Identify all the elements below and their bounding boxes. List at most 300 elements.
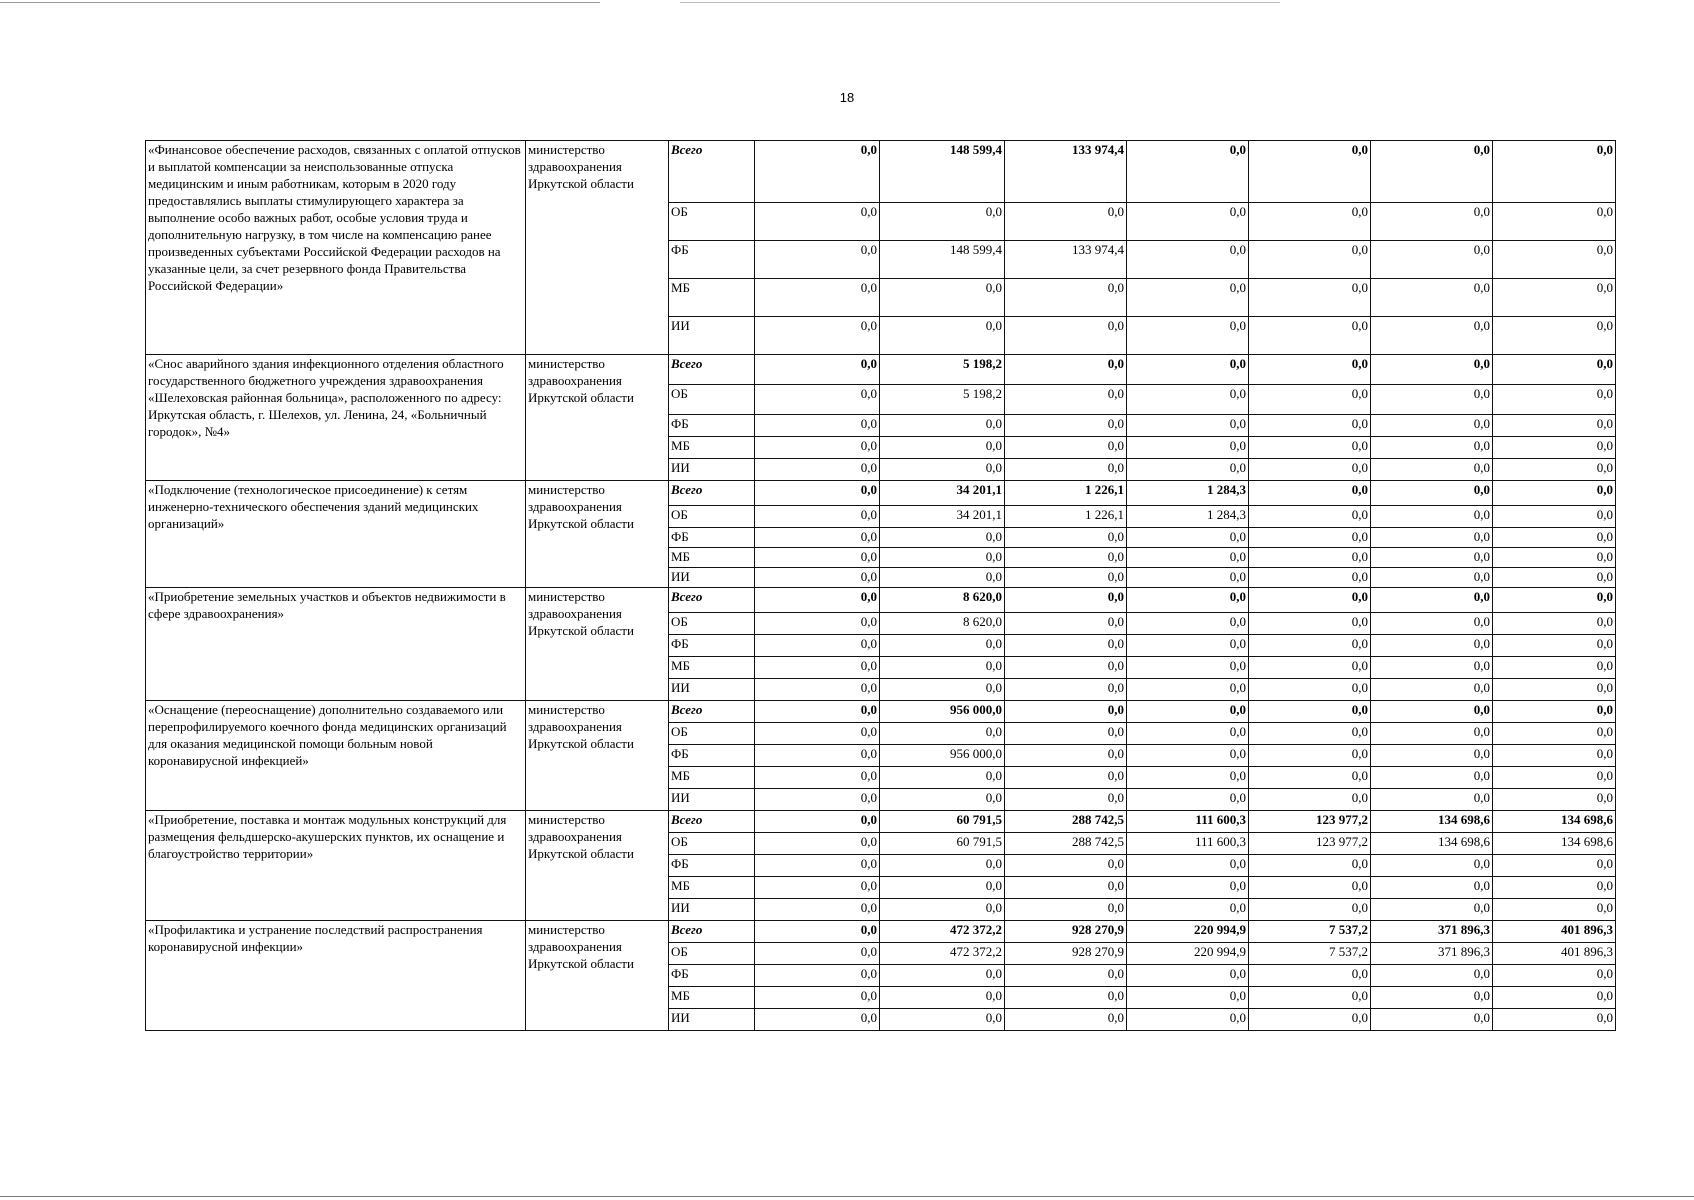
amount-cell: 928 270,9	[1005, 921, 1127, 943]
amount-cell: 0,0	[755, 767, 880, 789]
amount-cell: 0,0	[1249, 481, 1371, 506]
amount-cell: 0,0	[1127, 588, 1249, 613]
amount-cell: 0,0	[1371, 506, 1493, 528]
amount-cell: 0,0	[755, 415, 880, 437]
amount-cell: 0,0	[755, 241, 880, 279]
amount-cell: 0,0	[1005, 1009, 1127, 1031]
amount-cell: 0,0	[1127, 355, 1249, 385]
table-row	[146, 481, 1616, 506]
amount-cell: 0,0	[1493, 568, 1616, 588]
amount-cell: 134 698,6	[1371, 811, 1493, 833]
source-ii-label: ИИ	[669, 317, 755, 355]
amount-cell: 0,0	[755, 203, 880, 241]
responsible-executor: министерство здравоохранения Иркутской области	[526, 921, 669, 1031]
amount-cell: 0,0	[755, 701, 880, 723]
amount-cell: 0,0	[880, 548, 1005, 568]
amount-cell: 0,0	[1249, 588, 1371, 613]
amount-cell: 0,0	[1127, 789, 1249, 811]
amount-cell: 0,0	[1005, 987, 1127, 1009]
amount-cell: 0,0	[1249, 548, 1371, 568]
amount-cell: 0,0	[1249, 855, 1371, 877]
source-ob-label: ОБ	[669, 203, 755, 241]
amount-cell: 0,0	[1249, 355, 1371, 385]
amount-cell: 60 791,5	[880, 811, 1005, 833]
amount-cell: 0,0	[1493, 1009, 1616, 1031]
amount-cell: 134 698,6	[1493, 811, 1616, 833]
amount-cell: 0,0	[1005, 877, 1127, 899]
amount-cell: 220 994,9	[1127, 943, 1249, 965]
amount-cell: 0,0	[1127, 279, 1249, 317]
amount-cell: 0,0	[880, 657, 1005, 679]
amount-cell: 0,0	[1127, 317, 1249, 355]
amount-cell: 0,0	[1493, 279, 1616, 317]
amount-cell: 0,0	[1371, 745, 1493, 767]
amount-cell: 0,0	[755, 899, 880, 921]
table-row	[146, 141, 1616, 203]
measure-name: «Финансовое обеспечение расходов, связанных с оплатой отпусков и выплатой компенсации за неиспользованные отпуска медицинским и иным работникам, которым в 2020 году предоставлялись выплаты стимулирующего характера за выполнение особо важных работ, особые условия труда и дополнительную нагрузку, в том числе на компенсацию ранее произведенных субъектами Российской Федерации расходов на указанные цели, за счет резервного фонда Правительства Российской Федерации»	[146, 141, 526, 355]
amount-cell: 0,0	[1371, 203, 1493, 241]
amount-cell: 0,0	[755, 355, 880, 385]
amount-cell: 0,0	[880, 789, 1005, 811]
responsible-executor: министерство здравоохранения Иркутской области	[526, 588, 669, 701]
amount-cell: 0,0	[755, 635, 880, 657]
source-ii-label: ИИ	[669, 568, 755, 588]
amount-cell: 0,0	[755, 921, 880, 943]
amount-cell: 0,0	[1371, 789, 1493, 811]
amount-cell: 0,0	[1493, 613, 1616, 635]
source-fb-label: ФБ	[669, 635, 755, 657]
responsible-executor: министерство здравоохранения Иркутской области	[526, 141, 669, 355]
source-ii-label: ИИ	[669, 1009, 755, 1031]
amount-cell: 0,0	[755, 568, 880, 588]
amount-cell: 220 994,9	[1127, 921, 1249, 943]
amount-cell: 0,0	[880, 203, 1005, 241]
amount-cell: 0,0	[755, 141, 880, 203]
amount-cell: 0,0	[1005, 613, 1127, 635]
amount-cell: 0,0	[755, 965, 880, 987]
amount-cell: 0,0	[1005, 279, 1127, 317]
source-ob-label: ОБ	[669, 833, 755, 855]
amount-cell: 0,0	[1127, 203, 1249, 241]
amount-cell: 0,0	[1493, 548, 1616, 568]
amount-cell: 0,0	[1005, 528, 1127, 548]
amount-cell: 0,0	[1371, 385, 1493, 415]
amount-cell: 0,0	[880, 635, 1005, 657]
amount-cell: 0,0	[755, 437, 880, 459]
amount-cell: 0,0	[1005, 459, 1127, 481]
amount-cell: 0,0	[1249, 767, 1371, 789]
amount-cell: 0,0	[880, 459, 1005, 481]
amount-cell: 472 372,2	[880, 921, 1005, 943]
amount-cell: 0,0	[1493, 141, 1616, 203]
amount-cell: 0,0	[1493, 987, 1616, 1009]
amount-cell: 0,0	[755, 279, 880, 317]
amount-cell: 0,0	[1249, 723, 1371, 745]
amount-cell: 0,0	[755, 789, 880, 811]
amount-cell: 0,0	[1249, 241, 1371, 279]
amount-cell: 0,0	[1493, 679, 1616, 701]
amount-cell: 401 896,3	[1493, 943, 1616, 965]
amount-cell: 148 599,4	[880, 241, 1005, 279]
amount-cell: 0,0	[1371, 987, 1493, 1009]
amount-cell: 0,0	[1005, 745, 1127, 767]
amount-cell: 0,0	[1127, 437, 1249, 459]
amount-cell: 0,0	[880, 415, 1005, 437]
amount-cell: 0,0	[1127, 141, 1249, 203]
amount-cell: 123 977,2	[1249, 811, 1371, 833]
amount-cell: 0,0	[880, 679, 1005, 701]
amount-cell: 34 201,1	[880, 481, 1005, 506]
amount-cell: 0,0	[1249, 965, 1371, 987]
amount-cell: 134 698,6	[1371, 833, 1493, 855]
responsible-executor: министерство здравоохранения Иркутской области	[526, 701, 669, 811]
source-mb-label: МБ	[669, 279, 755, 317]
amount-cell: 928 270,9	[1005, 943, 1127, 965]
measure-name: «Приобретение земельных участков и объектов недвижимости в сфере здравоохранения»	[146, 588, 526, 701]
amount-cell: 0,0	[1371, 415, 1493, 437]
amount-cell: 0,0	[1127, 548, 1249, 568]
amount-cell: 0,0	[755, 679, 880, 701]
source-ob-label: ОБ	[669, 613, 755, 635]
amount-cell: 0,0	[1371, 723, 1493, 745]
source-fb-label: ФБ	[669, 745, 755, 767]
funding-table	[145, 140, 1616, 1031]
amount-cell: 0,0	[755, 481, 880, 506]
amount-cell: 0,0	[1371, 635, 1493, 657]
source-fb-label: ФБ	[669, 241, 755, 279]
amount-cell: 0,0	[880, 528, 1005, 548]
amount-cell: 7 537,2	[1249, 943, 1371, 965]
source-total-label: Всего	[669, 141, 755, 203]
amount-cell: 0,0	[1249, 613, 1371, 635]
amount-cell: 0,0	[1005, 701, 1127, 723]
amount-cell: 0,0	[755, 459, 880, 481]
amount-cell: 8 620,0	[880, 613, 1005, 635]
amount-cell: 0,0	[1249, 877, 1371, 899]
amount-cell: 0,0	[1005, 679, 1127, 701]
amount-cell: 0,0	[1493, 767, 1616, 789]
amount-cell: 0,0	[1371, 767, 1493, 789]
amount-cell: 0,0	[880, 1009, 1005, 1031]
amount-cell: 0,0	[755, 987, 880, 1009]
amount-cell: 0,0	[1493, 385, 1616, 415]
source-mb-label: МБ	[669, 877, 755, 899]
source-ob-label: ОБ	[669, 723, 755, 745]
amount-cell: 401 896,3	[1493, 921, 1616, 943]
amount-cell: 0,0	[1249, 203, 1371, 241]
source-ob-label: ОБ	[669, 385, 755, 415]
amount-cell: 0,0	[880, 437, 1005, 459]
amount-cell: 0,0	[1005, 203, 1127, 241]
amount-cell: 0,0	[1493, 635, 1616, 657]
amount-cell: 0,0	[755, 528, 880, 548]
amount-cell: 0,0	[1493, 723, 1616, 745]
amount-cell: 0,0	[1127, 385, 1249, 415]
source-ii-label: ИИ	[669, 789, 755, 811]
amount-cell: 0,0	[1371, 528, 1493, 548]
table-row	[146, 588, 1616, 613]
amount-cell: 0,0	[755, 588, 880, 613]
amount-cell: 0,0	[1005, 789, 1127, 811]
amount-cell: 0,0	[1249, 279, 1371, 317]
amount-cell: 0,0	[755, 833, 880, 855]
amount-cell: 0,0	[1005, 635, 1127, 657]
responsible-executor: министерство здравоохранения Иркутской области	[526, 355, 669, 481]
amount-cell: 0,0	[1371, 568, 1493, 588]
amount-cell: 1 226,1	[1005, 506, 1127, 528]
amount-cell: 0,0	[1371, 241, 1493, 279]
source-ob-label: ОБ	[669, 943, 755, 965]
amount-cell: 0,0	[1493, 528, 1616, 548]
amount-cell: 0,0	[1127, 723, 1249, 745]
scan-edge-line	[0, 2, 600, 3]
amount-cell: 0,0	[1005, 317, 1127, 355]
source-fb-label: ФБ	[669, 415, 755, 437]
amount-cell: 0,0	[1005, 437, 1127, 459]
amount-cell: 148 599,4	[880, 141, 1005, 203]
amount-cell: 0,0	[1493, 899, 1616, 921]
amount-cell: 0,0	[1005, 899, 1127, 921]
scan-edge-line	[680, 2, 1280, 3]
amount-cell: 0,0	[1249, 385, 1371, 415]
amount-cell: 956 000,0	[880, 745, 1005, 767]
amount-cell: 0,0	[1005, 965, 1127, 987]
amount-cell: 0,0	[1005, 767, 1127, 789]
amount-cell: 0,0	[1493, 588, 1616, 613]
amount-cell: 134 698,6	[1493, 833, 1616, 855]
measure-name: «Оснащение (переоснащение) дополнительно создаваемого или перепрофилируемого коечного фонда медицинских организаций для оказания медицинской помощи больным новой коронавирусной инфекцией»	[146, 701, 526, 811]
amount-cell: 0,0	[1249, 789, 1371, 811]
amount-cell: 0,0	[1493, 481, 1616, 506]
amount-cell: 1 284,3	[1127, 506, 1249, 528]
amount-cell: 0,0	[755, 613, 880, 635]
amount-cell: 0,0	[1249, 415, 1371, 437]
amount-cell: 0,0	[1371, 657, 1493, 679]
amount-cell: 1 284,3	[1127, 481, 1249, 506]
amount-cell: 0,0	[1249, 899, 1371, 921]
amount-cell: 0,0	[880, 899, 1005, 921]
amount-cell: 7 537,2	[1249, 921, 1371, 943]
amount-cell: 5 198,2	[880, 385, 1005, 415]
amount-cell: 0,0	[1127, 701, 1249, 723]
amount-cell: 0,0	[880, 877, 1005, 899]
amount-cell: 0,0	[1127, 528, 1249, 548]
amount-cell: 5 198,2	[880, 355, 1005, 385]
amount-cell: 0,0	[1493, 241, 1616, 279]
source-mb-label: МБ	[669, 767, 755, 789]
amount-cell: 0,0	[755, 548, 880, 568]
amount-cell: 0,0	[755, 1009, 880, 1031]
amount-cell: 111 600,3	[1127, 833, 1249, 855]
amount-cell: 0,0	[1127, 877, 1249, 899]
measure-name: «Приобретение, поставка и монтаж модульных конструкций для размещения фельдшерско-акушерских пунктов, их оснащение и благоустройство территории»	[146, 811, 526, 921]
amount-cell: 0,0	[880, 317, 1005, 355]
amount-cell: 0,0	[755, 943, 880, 965]
amount-cell: 0,0	[1127, 965, 1249, 987]
measure-name: «Снос аварийного здания инфекционного отделения областного государственного бюджетного учреждения здравоохранения «Шелеховская районная больница», расположенного по адресу: Иркутская область, г. Шелехов, ул. Ленина, 24, «Больничный городок», №4»	[146, 355, 526, 481]
table-row	[146, 355, 1616, 385]
amount-cell: 0,0	[1493, 459, 1616, 481]
amount-cell: 0,0	[755, 385, 880, 415]
amount-cell: 0,0	[1127, 767, 1249, 789]
amount-cell: 0,0	[1371, 437, 1493, 459]
amount-cell: 0,0	[1249, 1009, 1371, 1031]
amount-cell: 0,0	[755, 877, 880, 899]
amount-cell: 0,0	[1371, 1009, 1493, 1031]
amount-cell: 0,0	[1493, 317, 1616, 355]
source-ii-label: ИИ	[669, 459, 755, 481]
amount-cell: 0,0	[1371, 701, 1493, 723]
amount-cell: 0,0	[1493, 437, 1616, 459]
responsible-executor: министерство здравоохранения Иркутской области	[526, 811, 669, 921]
amount-cell: 0,0	[1127, 679, 1249, 701]
amount-cell: 0,0	[755, 811, 880, 833]
amount-cell: 0,0	[1005, 355, 1127, 385]
amount-cell: 0,0	[1127, 568, 1249, 588]
table-row	[146, 811, 1616, 833]
measure-name: «Профилактика и устранение последствий распространения коронавирусной инфекции»	[146, 921, 526, 1031]
table-row	[146, 921, 1616, 943]
amount-cell: 0,0	[1249, 506, 1371, 528]
amount-cell: 0,0	[1493, 789, 1616, 811]
source-total-label: Всего	[669, 588, 755, 613]
source-mb-label: МБ	[669, 437, 755, 459]
amount-cell: 123 977,2	[1249, 833, 1371, 855]
amount-cell: 0,0	[1493, 965, 1616, 987]
amount-cell: 0,0	[1127, 459, 1249, 481]
amount-cell: 1 226,1	[1005, 481, 1127, 506]
amount-cell: 0,0	[1005, 657, 1127, 679]
amount-cell: 0,0	[1127, 635, 1249, 657]
amount-cell: 0,0	[1005, 415, 1127, 437]
source-mb-label: МБ	[669, 657, 755, 679]
amount-cell: 0,0	[1005, 855, 1127, 877]
amount-cell: 0,0	[1127, 613, 1249, 635]
amount-cell: 0,0	[1493, 855, 1616, 877]
amount-cell: 0,0	[1371, 613, 1493, 635]
amount-cell: 0,0	[1371, 548, 1493, 568]
source-total-label: Всего	[669, 355, 755, 385]
source-fb-label: ФБ	[669, 528, 755, 548]
amount-cell: 0,0	[1249, 679, 1371, 701]
amount-cell: 0,0	[755, 657, 880, 679]
amount-cell: 0,0	[1493, 657, 1616, 679]
source-fb-label: ФБ	[669, 855, 755, 877]
amount-cell: 0,0	[1249, 657, 1371, 679]
amount-cell: 371 896,3	[1371, 921, 1493, 943]
amount-cell: 0,0	[1371, 899, 1493, 921]
amount-cell: 0,0	[1493, 355, 1616, 385]
amount-cell: 0,0	[1249, 701, 1371, 723]
amount-cell: 0,0	[1371, 141, 1493, 203]
page-number: 18	[839, 90, 855, 105]
amount-cell: 0,0	[1249, 635, 1371, 657]
source-ob-label: ОБ	[669, 506, 755, 528]
amount-cell: 0,0	[755, 723, 880, 745]
source-total-label: Всего	[669, 811, 755, 833]
amount-cell: 0,0	[1127, 745, 1249, 767]
source-total-label: Всего	[669, 481, 755, 506]
amount-cell: 0,0	[755, 317, 880, 355]
amount-cell: 0,0	[755, 506, 880, 528]
amount-cell: 0,0	[1249, 141, 1371, 203]
amount-cell: 133 974,4	[1005, 141, 1127, 203]
amount-cell: 0,0	[1371, 965, 1493, 987]
amount-cell: 0,0	[1005, 548, 1127, 568]
amount-cell: 0,0	[880, 855, 1005, 877]
amount-cell: 133 974,4	[1005, 241, 1127, 279]
amount-cell: 0,0	[1005, 385, 1127, 415]
table-row	[146, 701, 1616, 723]
amount-cell: 0,0	[1371, 355, 1493, 385]
amount-cell: 0,0	[1493, 701, 1616, 723]
amount-cell: 0,0	[1127, 415, 1249, 437]
amount-cell: 0,0	[880, 987, 1005, 1009]
responsible-executor: министерство здравоохранения Иркутской области	[526, 481, 669, 588]
amount-cell: 956 000,0	[880, 701, 1005, 723]
amount-cell: 0,0	[1005, 588, 1127, 613]
amount-cell: 0,0	[1127, 899, 1249, 921]
amount-cell: 0,0	[1371, 877, 1493, 899]
amount-cell: 0,0	[1005, 568, 1127, 588]
source-mb-label: МБ	[669, 987, 755, 1009]
amount-cell: 0,0	[1249, 528, 1371, 548]
amount-cell: 34 201,1	[880, 506, 1005, 528]
scan-edge-line	[0, 1196, 1694, 1197]
amount-cell: 0,0	[1249, 568, 1371, 588]
source-total-label: Всего	[669, 921, 755, 943]
amount-cell: 0,0	[880, 965, 1005, 987]
amount-cell: 0,0	[1371, 279, 1493, 317]
amount-cell: 0,0	[880, 279, 1005, 317]
amount-cell: 0,0	[1371, 481, 1493, 506]
amount-cell: 0,0	[1371, 679, 1493, 701]
amount-cell: 0,0	[1493, 877, 1616, 899]
amount-cell: 0,0	[1005, 723, 1127, 745]
amount-cell: 0,0	[1249, 317, 1371, 355]
table-body	[146, 141, 1616, 1031]
amount-cell: 0,0	[1127, 1009, 1249, 1031]
amount-cell: 288 742,5	[1005, 833, 1127, 855]
amount-cell: 288 742,5	[1005, 811, 1127, 833]
amount-cell: 0,0	[1493, 415, 1616, 437]
amount-cell: 0,0	[1127, 241, 1249, 279]
amount-cell: 0,0	[1249, 987, 1371, 1009]
amount-cell: 0,0	[1493, 203, 1616, 241]
amount-cell: 0,0	[755, 745, 880, 767]
source-fb-label: ФБ	[669, 965, 755, 987]
amount-cell: 8 620,0	[880, 588, 1005, 613]
amount-cell: 60 791,5	[880, 833, 1005, 855]
amount-cell: 0,0	[1371, 588, 1493, 613]
amount-cell: 0,0	[1127, 855, 1249, 877]
amount-cell: 0,0	[1249, 459, 1371, 481]
amount-cell: 0,0	[755, 855, 880, 877]
amount-cell: 0,0	[1127, 987, 1249, 1009]
amount-cell: 371 896,3	[1371, 943, 1493, 965]
measure-name: «Подключение (технологическое присоединение) к сетям инженерно-технического обеспечения зданий медицинских организаций»	[146, 481, 526, 588]
amount-cell: 0,0	[1493, 745, 1616, 767]
amount-cell: 472 372,2	[880, 943, 1005, 965]
amount-cell: 0,0	[880, 723, 1005, 745]
amount-cell: 0,0	[1371, 459, 1493, 481]
source-mb-label: МБ	[669, 548, 755, 568]
source-ii-label: ИИ	[669, 679, 755, 701]
amount-cell: 0,0	[1371, 855, 1493, 877]
source-ii-label: ИИ	[669, 899, 755, 921]
source-total-label: Всего	[669, 701, 755, 723]
amount-cell: 0,0	[1493, 506, 1616, 528]
